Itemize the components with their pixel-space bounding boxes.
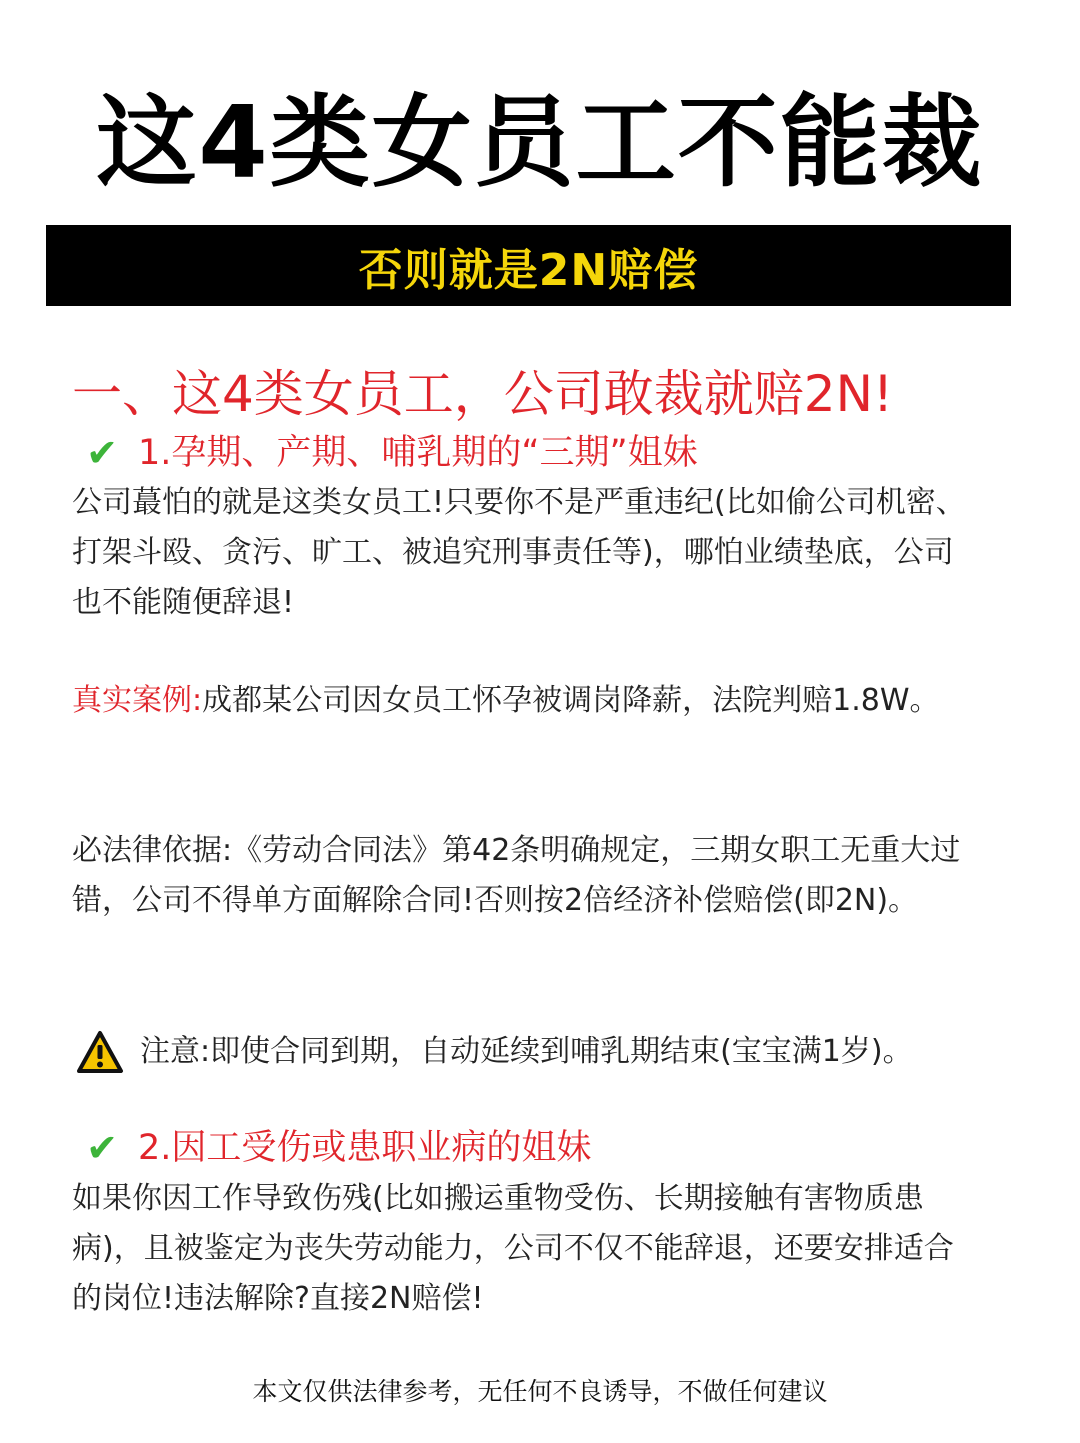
check-icon: ✔ [86,1126,118,1170]
item-2-label: 2.因工受伤或患职业病的姐妹 [138,1128,592,1168]
item-1-heading [80,430,698,476]
item-1-case [72,676,972,726]
item-2-paragraph: 如果你因工作导致伤残(比如搬运重物受伤、长期接触有害物质患病)，且被鉴定为丧失劳动能力，公司不仅不能辞退，还要安排适合的岗位!违法解除?直接2N赔偿! [72,1181,954,1316]
disclaimer-footer: 本文仅供法律参考，无任何不良诱导，不做任何建议 [252,1377,828,1406]
item-2-heading [80,1125,591,1171]
check-icon: ✔ [86,431,118,475]
note-text: 注意:即使合同到期，自动延续到哺乳期结束(宝宝满1岁)。 [140,1034,913,1069]
case-text: 成都某公司因女员工怀孕被调岗降薪，法院判赔1.8W。 [202,683,940,718]
item-1-paragraph: 公司蕞怕的就是这类女员工!只要你不是严重违纪(比如偷公司机密、打架斗殴、贪污、旷工、被追究刑事责任等)，哪怕业绩垫底，公司也不能随便辞退! [72,485,966,620]
banner-text: 否则就是2N赔偿 [358,244,699,296]
page-title: 这4类女员工不能裁 [96,84,984,201]
subtitle-banner [46,225,1011,306]
item-1-law: 必法律依据:《劳动合同法》第42条明确规定，三期女职工无重大过错，公司不得单方面解除合同!否则按2倍经济补偿赔偿(即2N)。 [72,833,961,918]
section-heading: 一、这4类女员工，公司敢裁就赔2N! [72,365,894,423]
item-1-note [76,1028,913,1076]
item-1-label: 1.孕期、产期、哺乳期的“三期”姐妹 [138,433,698,473]
case-label: 真实案例: [72,683,203,718]
warning-icon [76,1030,124,1074]
